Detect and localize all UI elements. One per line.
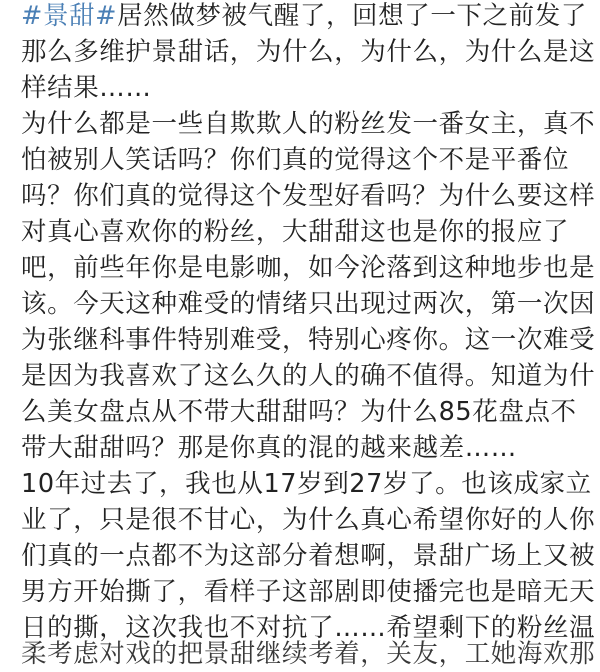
post-line-11: 是因为我喜欢了这么久的人的确不值得。知道为什 xyxy=(21,361,596,391)
post-line-10: 为张继科事件特别难受，特别心疼你。这一次难受 xyxy=(21,325,596,355)
post-line-19-clipped: 柔考虑对戏的把景甜继续考着，关友，工她海欢那 xyxy=(21,639,596,669)
post-line-15: 业了，只是很不甘心，为什么真心希望你好的人你 xyxy=(21,505,596,535)
post-line-13: 带大甜甜吗？那是你真的混的越来越差…… xyxy=(21,433,517,463)
post-line-text: 居然做梦被气醒了，回想了一下之前发了 xyxy=(117,1,587,31)
post-line-16: 们真的一点都不为这部分着想啊，景甜广场上又被 xyxy=(21,541,596,571)
post-line-5: 怕被别人笑话吗？你们真的觉得这个不是平番位 xyxy=(21,145,570,175)
post-line-18: 日的撕，这次我也不对抗了……希望剩下的粉丝温 xyxy=(21,613,596,643)
post-line-4: 为什么都是一些自欺欺人的粉丝发一番女主，真不 xyxy=(21,109,596,139)
post-line-8: 吧，前些年你是电影咖，如今沦落到这种地步也是 xyxy=(21,253,596,283)
hashtag-link[interactable]: #景甜# xyxy=(21,1,118,31)
post-line-9: 该。今天这种难受的情绪只出现过两次，第一次因 xyxy=(21,289,596,319)
post-line-7: 对真心喜欢你的粉丝，大甜甜这也是你的报应了 xyxy=(21,217,570,247)
post-line-17: 男方开始撕了，看样子这部剧即使播完也是暗无天 xyxy=(21,577,596,607)
post-line-2: 那么多维护景甜话，为什么，为什么，为什么是这 xyxy=(21,37,596,67)
post-line-1 xyxy=(21,0,596,34)
post-line-6: 吗？你们真的觉得这个发型好看吗？为什么要这样 xyxy=(21,181,596,211)
post-line-14: 10年过去了，我也从17岁到27岁了。也该成家立 xyxy=(21,469,592,499)
post-line-3: 样结果…… xyxy=(21,73,152,103)
post-line-12: 么美女盘点从不带大甜甜吗？为什么85花盘点不 xyxy=(21,397,577,427)
